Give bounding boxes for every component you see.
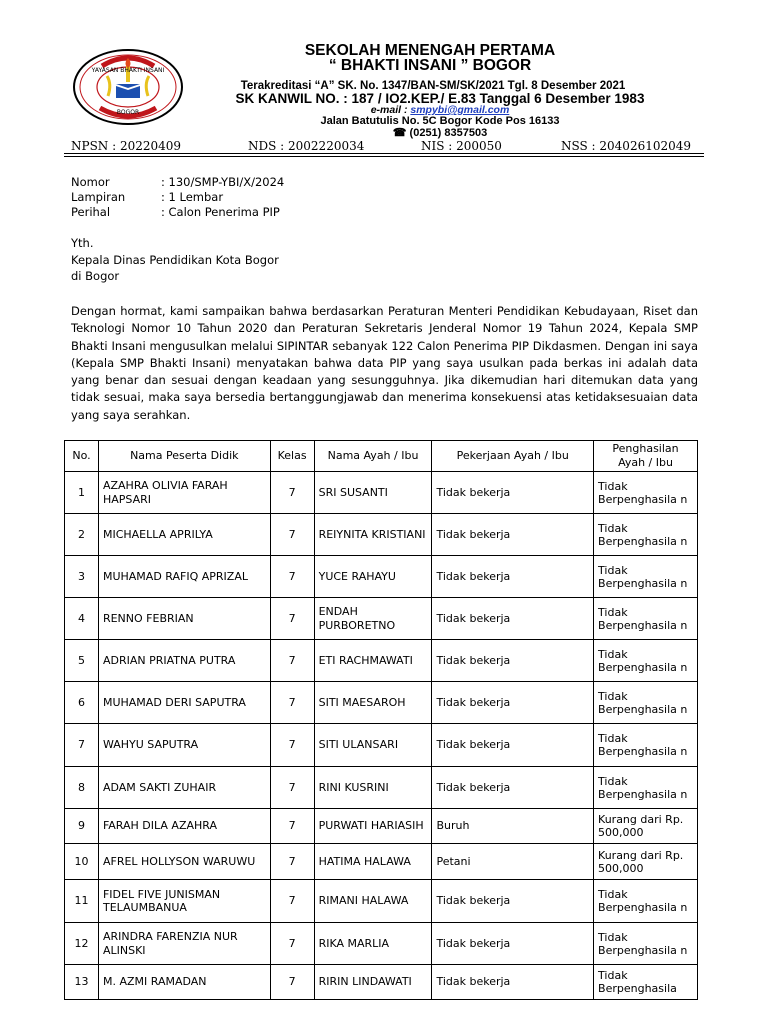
cell-ortu: RIKA MARLIA <box>314 923 432 965</box>
cell-penghasilan: Tidak Berpenghasila n <box>594 880 698 923</box>
recipient-salutation: Yth. <box>71 236 94 250</box>
nds: NDS : 2002220034 <box>248 139 365 153</box>
meta-nomor <box>71 174 284 190</box>
school-address: Jalan Batutulis No. 5C Bogor Kode Pos 16133 <box>320 115 560 127</box>
table-row <box>65 809 698 844</box>
nis: NIS : 200050 <box>421 139 502 153</box>
school-logo <box>72 48 184 126</box>
cell-penghasilan: Tidak Berpenghasila n <box>594 724 698 767</box>
meta-nomor-value: : 130/SMP-YBI/X/2024 <box>161 175 285 189</box>
cell-nama: ADAM SAKTI ZUHAIR <box>98 767 270 809</box>
cell-pekerjaan: Tidak bekerja <box>432 556 594 598</box>
cell-pekerjaan: Buruh <box>432 809 594 844</box>
cell-pekerjaan: Tidak bekerja <box>432 472 594 514</box>
table-row <box>65 880 698 923</box>
email-link[interactable]: smpybi@gmail.com <box>410 104 510 116</box>
cell-ortu: HATIMA HALAWA <box>314 844 432 880</box>
table-row <box>65 598 698 640</box>
cell-kelas: 7 <box>270 472 314 514</box>
cell-pekerjaan: Tidak bekerja <box>432 640 594 682</box>
cell-pekerjaan: Tidak bekerja <box>432 682 594 724</box>
cell-nama: FARAH DILA AZAHRA <box>98 809 270 844</box>
cell-penghasilan: Tidak Berpenghasila n <box>594 682 698 724</box>
cell-kelas: 7 <box>270 682 314 724</box>
cell-nama: MUHAMAD RAFIQ APRIZAL <box>98 556 270 598</box>
cell-kelas: 7 <box>270 598 314 640</box>
logo-text-bottom: BOGOR <box>116 109 140 116</box>
cell-pekerjaan: Tidak bekerja <box>432 598 594 640</box>
cell-no: 3 <box>65 556 99 598</box>
cell-no: 13 <box>65 965 99 1000</box>
cell-ortu: SITI MAESAROH <box>314 682 432 724</box>
meta-perihal-value: : Calon Penerima PIP <box>161 205 280 219</box>
col-header-ortu: Nama Ayah / Ibu <box>314 441 432 472</box>
table-header-row <box>65 441 698 472</box>
recipient-location: di Bogor <box>71 269 120 283</box>
cell-penghasilan: Kurang dari Rp. 500,000 <box>594 809 698 844</box>
cell-pekerjaan: Tidak bekerja <box>432 767 594 809</box>
letter-body: Dengan hormat, kami sampaikan bahwa berdasarkan Peraturan Menteri Pendidikan Kebudayaan, Riset dan Teknologi Nomor 10 Tahun 2020 dan Peraturan Sekretaris Jenderal Nomor 19 Tahun 2024, Kepala SMP Bhakti Insani mengusulkan melalui SIPINTAR sebanyak 122 Calon Penerima PIP Dikdasmen. Dengan ini saya (Kepala SMP Bhakti Insani) menyatakan bahwa data PIP yang saya usulkan pada berkas ini adalah data yang benar dan sesuai dengan keadaan yang sesungguhnya. Jika dikemudian hari ditemukan data yang tidak sesuai, maka saya bersedia bertanggungjawab dan menerima konsekuensi atas ketidaksesuaian data yang saya serahkan. <box>71 304 698 422</box>
cell-pekerjaan: Tidak bekerja <box>432 965 594 1000</box>
cell-nama: ARINDRA FARENZIA NUR ALINSKI <box>98 923 270 965</box>
students-table <box>64 440 698 1000</box>
cell-ortu: ENDAH PURBORETNO <box>314 598 432 640</box>
cell-pekerjaan: Tidak bekerja <box>432 880 594 923</box>
email-label: e-mail : <box>370 104 411 116</box>
cell-kelas: 7 <box>270 724 314 767</box>
cell-ortu: RIMANI HALAWA <box>314 880 432 923</box>
recipient-block <box>71 235 279 285</box>
cell-no: 8 <box>65 767 99 809</box>
table-row <box>65 965 698 1000</box>
cell-ortu: REIYNITA KRISTIANI <box>314 514 432 556</box>
kanwil-decree: SK KANWIL NO. : 187 / IO2.KEP./ E.83 Tanggal 6 Desember 1983 <box>235 91 645 106</box>
cell-pekerjaan: Tidak bekerja <box>432 923 594 965</box>
npsn: NPSN : 20220409 <box>71 139 182 153</box>
cell-ortu: RIRIN LINDAWATI <box>314 965 432 1000</box>
cell-kelas: 7 <box>270 844 314 880</box>
cell-ortu: ETI RACHMAWATI <box>314 640 432 682</box>
col-header-no: No. <box>65 441 99 472</box>
cell-no: 6 <box>65 682 99 724</box>
cell-kelas: 7 <box>270 880 314 923</box>
cell-kelas: 7 <box>270 923 314 965</box>
cell-ortu: YUCE RAHAYU <box>314 556 432 598</box>
cell-nama: ADRIAN PRIATNA PUTRA <box>98 640 270 682</box>
cell-kelas: 7 <box>270 965 314 1000</box>
meta-nomor-label: Nomor <box>71 175 110 189</box>
cell-kelas: 7 <box>270 556 314 598</box>
table-body <box>65 472 698 1000</box>
cell-no: 2 <box>65 514 99 556</box>
table-row <box>65 767 698 809</box>
cell-penghasilan: Tidak Berpenghasila n <box>594 923 698 965</box>
header-divider-thick <box>64 153 704 154</box>
cell-kelas: 7 <box>270 767 314 809</box>
logo-text-top: YAYASAN BHAKTI INSANI <box>91 67 165 74</box>
cell-kelas: 7 <box>270 640 314 682</box>
cell-no: 7 <box>65 724 99 767</box>
cell-nama: AFREL HOLLYSON WARUWU <box>98 844 270 880</box>
cell-penghasilan: Tidak Berpenghasila n <box>594 640 698 682</box>
cell-nama: MICHAELLA APRILYA <box>98 514 270 556</box>
header-divider-thin <box>64 156 704 157</box>
cell-ortu: SITI ULANSARI <box>314 724 432 767</box>
col-header-kelas: Kelas <box>270 441 314 472</box>
meta-lampiran-value: : 1 Lembar <box>161 190 224 204</box>
cell-ortu: RINI KUSRINI <box>314 767 432 809</box>
school-type: SEKOLAH MENENGAH PERTAMA <box>304 42 556 59</box>
cell-penghasilan: Tidak Berpenghasila <box>594 965 698 1000</box>
recipient-name: Kepala Dinas Pendidikan Kota Bogor <box>71 252 279 267</box>
cell-nama: AZAHRA OLIVIA FARAH HAPSARI <box>98 472 270 514</box>
table-row <box>65 844 698 880</box>
cell-nama: RENNO FEBRIAN <box>98 598 270 640</box>
table-row <box>65 472 698 514</box>
cell-kelas: 7 <box>270 809 314 844</box>
school-phone: ☎ (0251) 8357503 <box>392 127 488 139</box>
cell-no: 4 <box>65 598 99 640</box>
cell-pekerjaan: Petani <box>432 844 594 880</box>
school-name: “ BHAKTI INSANI ” BOGOR <box>328 57 532 74</box>
cell-penghasilan: Tidak Berpenghasila n <box>594 514 698 556</box>
cell-no: 11 <box>65 880 99 923</box>
cell-penghasilan: Tidak Berpenghasila n <box>594 472 698 514</box>
meta-lampiran-label: Lampiran <box>71 190 126 204</box>
table-row <box>65 514 698 556</box>
cell-pekerjaan: Tidak bekerja <box>432 514 594 556</box>
col-header-pekerjaan: Pekerjaan Ayah / Ibu <box>432 441 594 472</box>
cell-no: 5 <box>65 640 99 682</box>
cell-no: 10 <box>65 844 99 880</box>
cell-penghasilan: Tidak Berpenghasila n <box>594 767 698 809</box>
cell-penghasilan: Tidak Berpenghasila n <box>594 556 698 598</box>
cell-ortu: PURWATI HARIASIH <box>314 809 432 844</box>
accreditation: Terakreditasi “A” SK. No. 1347/BAN-SM/SK/2021 Tgl. 8 Desember 2021 <box>240 80 626 92</box>
table-row <box>65 556 698 598</box>
table-row <box>65 724 698 767</box>
cell-ortu: SRI SUSANTI <box>314 472 432 514</box>
col-header-nama: Nama Peserta Didik <box>98 441 270 472</box>
nss: NSS : 204026102049 <box>561 139 692 153</box>
cell-penghasilan: Tidak Berpenghasila n <box>594 598 698 640</box>
meta-perihal <box>71 204 280 220</box>
meta-lampiran <box>71 189 223 205</box>
cell-nama: FIDEL FIVE JUNISMAN TELAUMBANUA <box>98 880 270 923</box>
cell-no: 9 <box>65 809 99 844</box>
cell-no: 12 <box>65 923 99 965</box>
table-row <box>65 682 698 724</box>
table-row <box>65 640 698 682</box>
cell-pekerjaan: Tidak bekerja <box>432 724 594 767</box>
col-header-penghasilan: Penghasilan Ayah / Ibu <box>594 441 698 472</box>
cell-nama: MUHAMAD DERI SAPUTRA <box>98 682 270 724</box>
cell-penghasilan: Kurang dari Rp. 500,000 <box>594 844 698 880</box>
cell-kelas: 7 <box>270 514 314 556</box>
meta-perihal-label: Perihal <box>71 205 111 219</box>
table-row <box>65 923 698 965</box>
cell-no: 1 <box>65 472 99 514</box>
cell-nama: WAHYU SAPUTRA <box>98 724 270 767</box>
cell-nama: M. AZMI RAMADAN <box>98 965 270 1000</box>
